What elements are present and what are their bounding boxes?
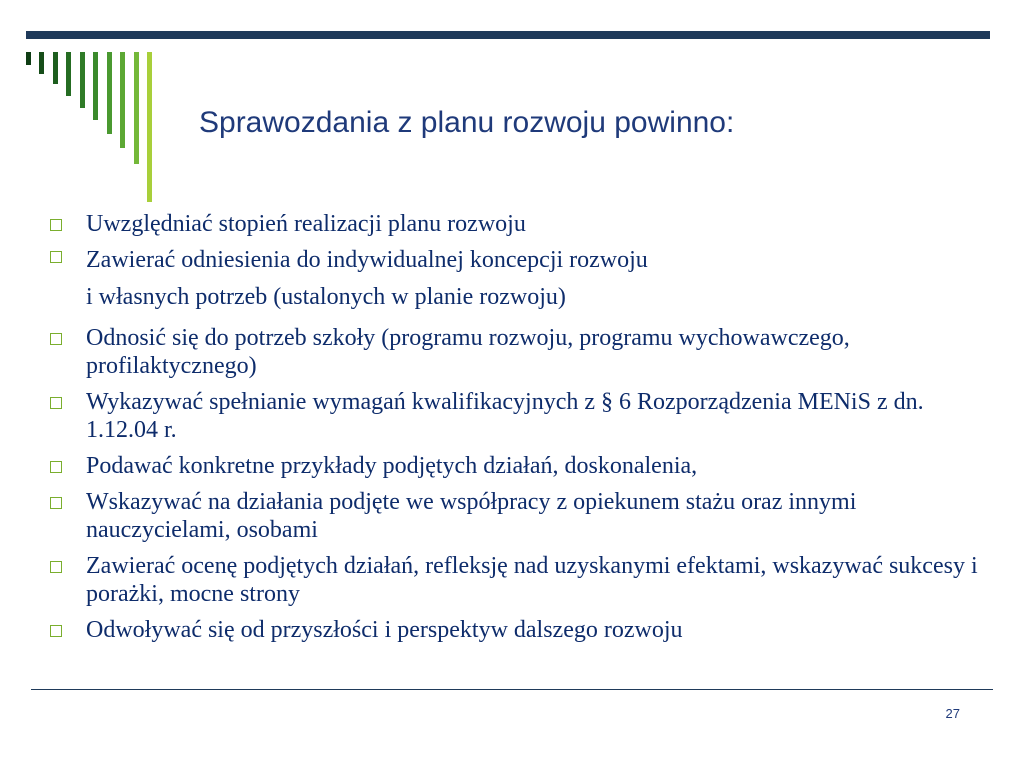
bullet-text: Wskazywać na działania podjęte we współpracy z opiekunem stażu oraz innymi nauczycielami, osobami <box>86 489 857 543</box>
page-number: 27 <box>945 706 960 721</box>
stripe <box>147 52 152 202</box>
bullet-item <box>46 616 986 644</box>
bullet-item <box>46 452 986 480</box>
bullet-list <box>46 210 986 652</box>
stripe <box>66 52 71 96</box>
top-bar <box>26 31 990 39</box>
bullet-square-icon <box>50 461 62 473</box>
bullet-square-icon <box>50 333 62 345</box>
stripe <box>39 52 44 74</box>
bullet-item <box>46 210 986 238</box>
bullet-text: Zawierać ocenę podjętych działań, refleksję nad uzyskanymi efektami, wskazywać sukcesy i porażki, mocne strony <box>86 553 978 607</box>
bullet-text: Uwzględniać stopień realizacji planu rozwoju <box>86 211 526 237</box>
bullet-square-icon <box>50 251 62 263</box>
bullet-square-icon <box>50 625 62 637</box>
bullet-item <box>46 388 986 444</box>
bullet-square-icon <box>50 219 62 231</box>
stripe <box>53 52 58 84</box>
bullet-item <box>46 488 986 544</box>
bullet-text: Zawierać odniesienia do indywidualnej koncepcji rozwoju i własnych potrzeb (ustalonych w planie rozwoju) <box>86 247 648 310</box>
bullet-square-icon <box>50 497 62 509</box>
stripe <box>93 52 98 120</box>
stripe <box>120 52 125 148</box>
bullet-square-icon <box>50 397 62 409</box>
bullet-item <box>46 552 986 608</box>
bullet-text: Odnosić się do potrzeb szkoły (programu rozwoju, programu wychowawczego, profilaktycznego) <box>86 325 850 379</box>
bullet-text: Odwoływać się od przyszłości i perspektyw dalszego rozwoju <box>86 617 683 643</box>
bullet-text: Wykazywać spełnianie wymagań kwalifikacyjnych z § 6 Rozporządzenia MENiS z dn. 1.12.04 r. <box>86 389 924 443</box>
stripe <box>134 52 139 164</box>
stripe <box>80 52 85 108</box>
bullet-item <box>46 242 986 316</box>
bullet-item <box>46 324 986 380</box>
stripe <box>107 52 112 134</box>
bottom-divider <box>31 689 993 690</box>
slide-title: Sprawozdania z planu rozwoju powinno: <box>199 106 735 139</box>
stripe <box>26 52 31 65</box>
bullet-square-icon <box>50 561 62 573</box>
bullet-text: Podawać konkretne przykłady podjętych działań, doskonalenia, <box>86 453 698 479</box>
